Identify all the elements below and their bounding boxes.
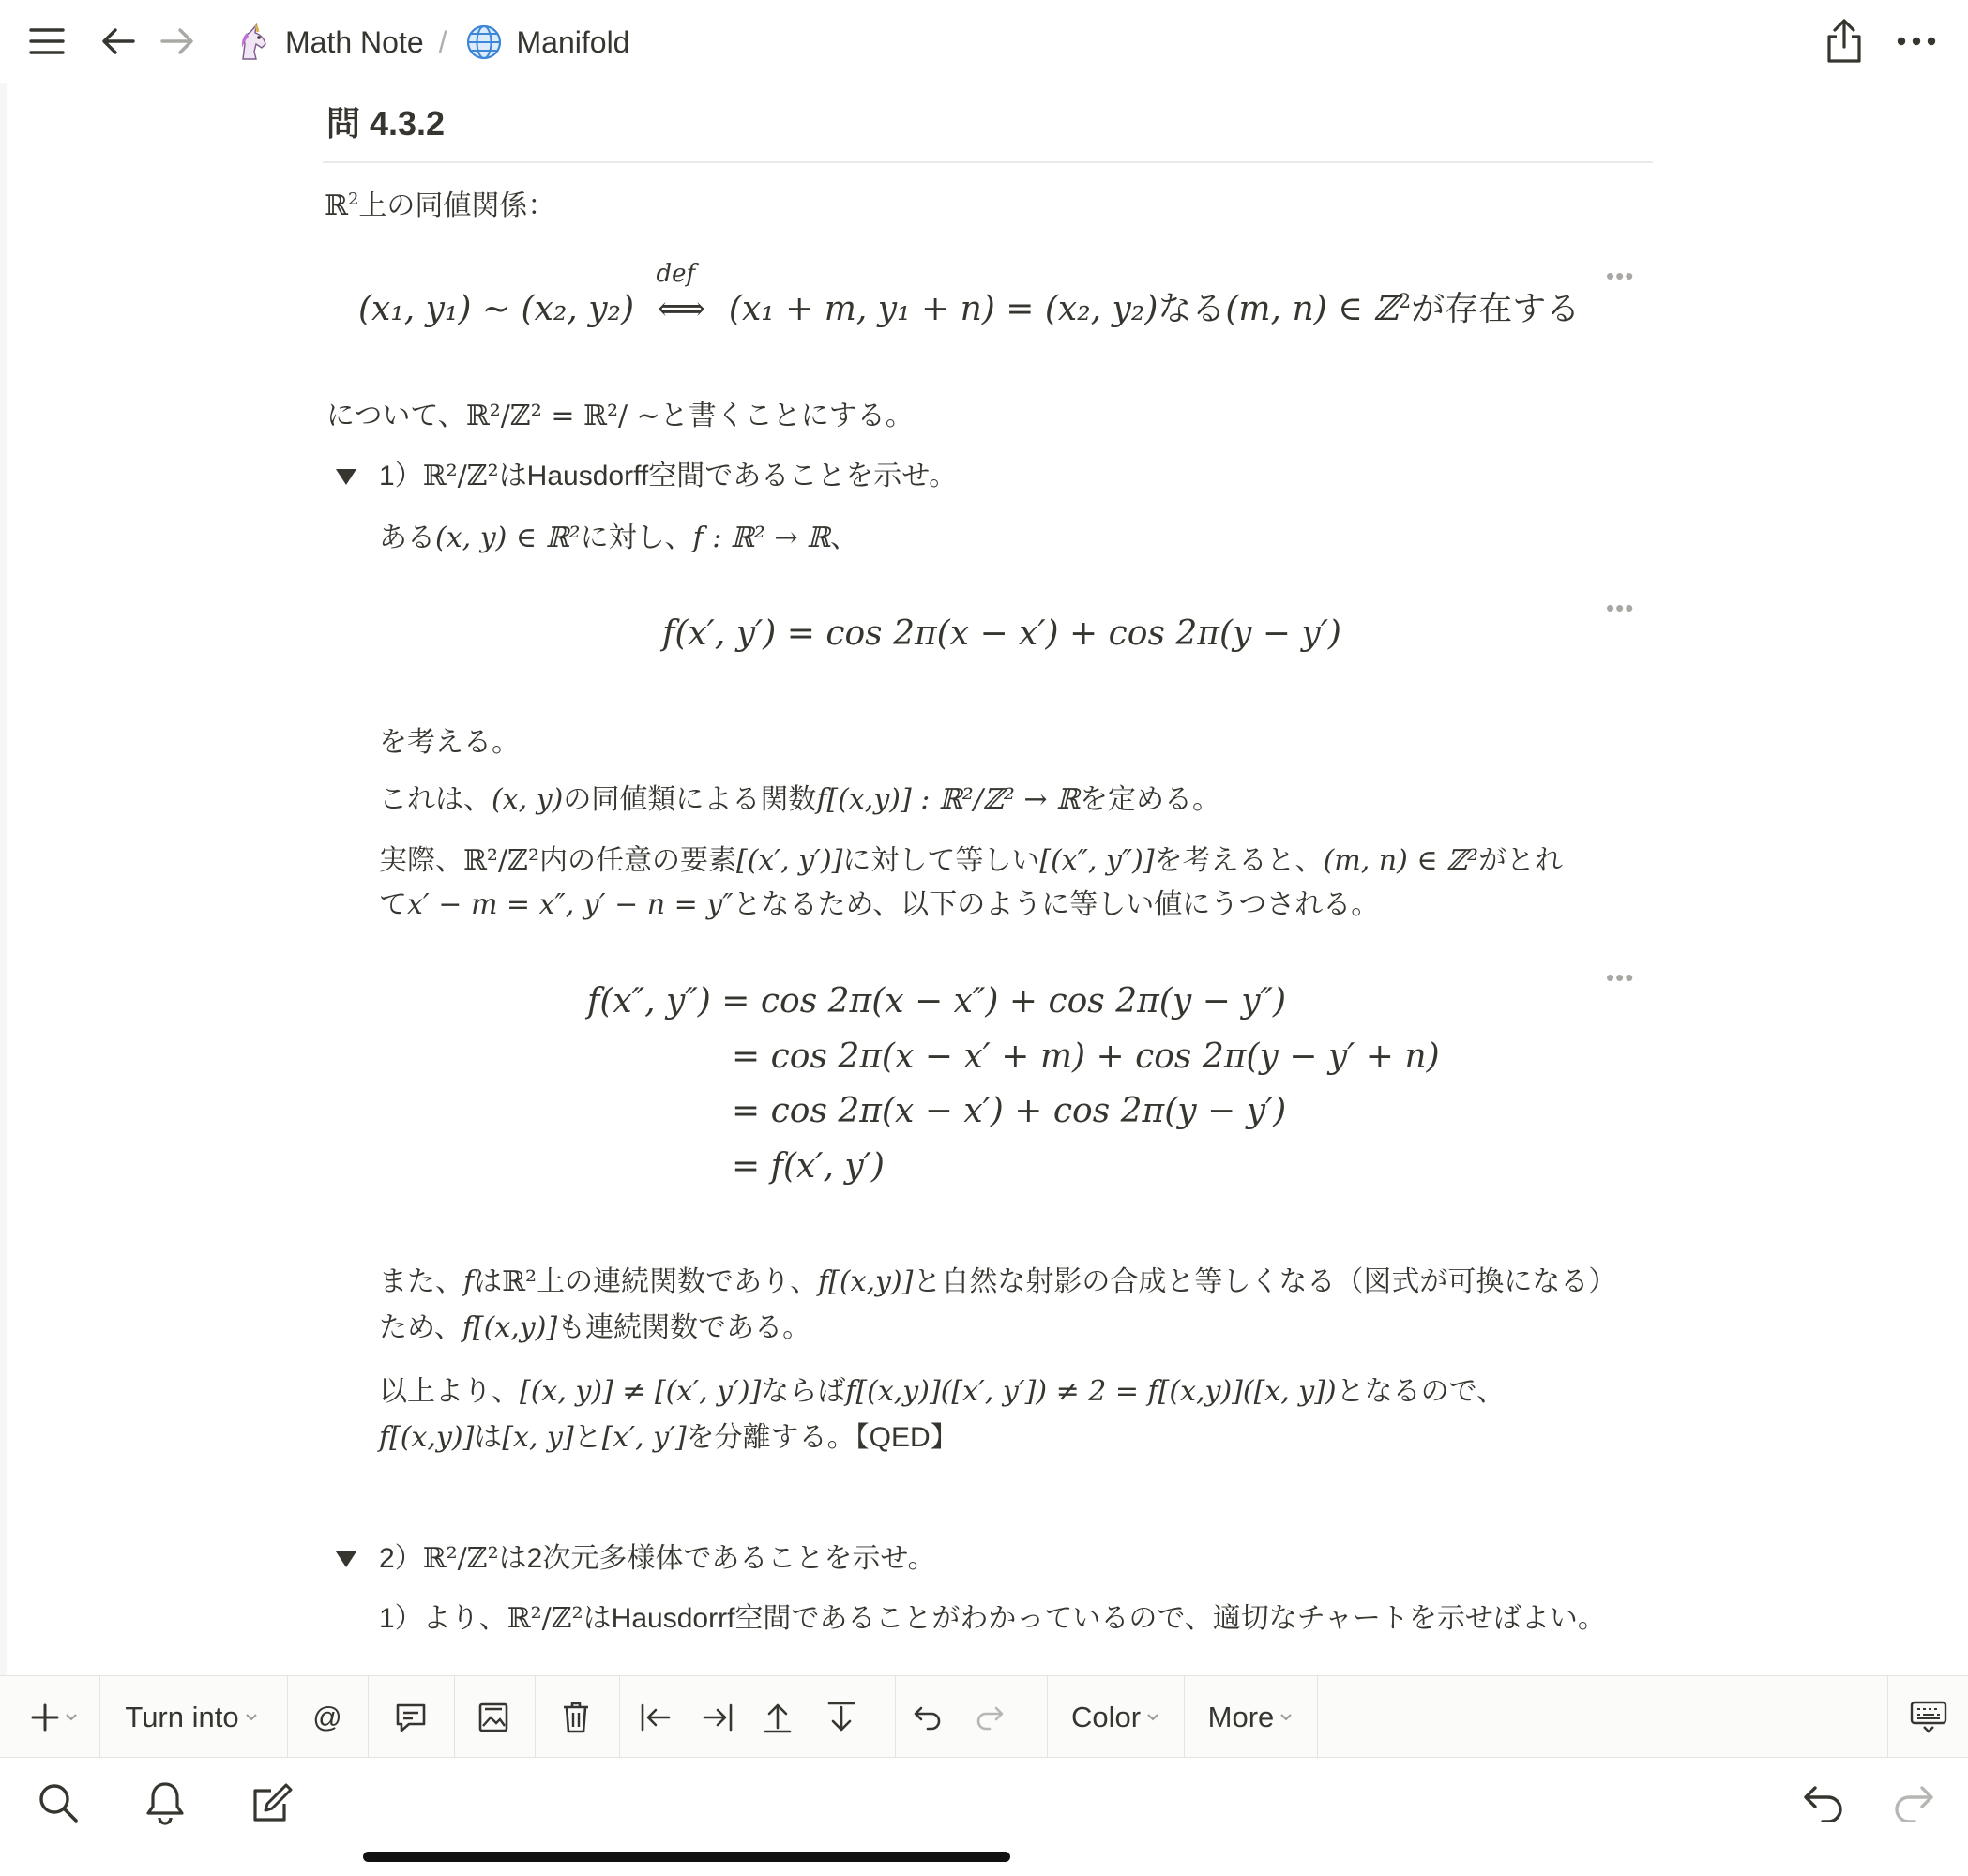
toggle-triangle-icon[interactable] xyxy=(334,466,358,491)
breadcrumb-item-manifold[interactable]: Manifold xyxy=(516,24,630,59)
math: f[(x,y)] xyxy=(379,1421,475,1454)
q1-line-8 xyxy=(379,1370,1505,1414)
math: f : ℝ² → ℝ xyxy=(692,522,830,554)
equation-block-3-row-1 xyxy=(587,982,1286,1021)
math: x′ − m = x″, y′ − n = y″ xyxy=(407,888,734,921)
more-button[interactable] xyxy=(1189,1676,1311,1759)
keyboard-dismiss-icon xyxy=(1910,1701,1947,1734)
eq1-lhs: (x₁, y₁) ~ (x₂, y₂) xyxy=(358,290,635,328)
page-content xyxy=(0,83,1968,1675)
math: f[(x,y)] xyxy=(462,1311,558,1344)
math: [(x, y)] ≠ [(x′, y′)] xyxy=(520,1375,762,1408)
move-up-button[interactable] xyxy=(749,1676,807,1759)
text: ため、 xyxy=(379,1312,462,1343)
color-label: Color xyxy=(1070,1701,1142,1733)
toolbar-separator xyxy=(895,1676,896,1759)
redo-arrow-icon xyxy=(1892,1784,1935,1822)
equation-block-1: (x₁, y₁) ~ (x₂, y₂) def ⟺ (x₁ + m, y₁ + n) = (x₂, y₂)なる(m, n) ∈ ℤ$^2$が存在する xyxy=(358,260,1581,328)
text: これは、 xyxy=(379,784,492,815)
back-arrow-icon[interactable] xyxy=(94,17,143,66)
text: に対し、 xyxy=(580,522,693,553)
eq1-rhs: (x₁ + m, y₁ + n) = (x₂, y₂) xyxy=(728,290,1158,328)
eq3-row: = f(x′, y′) xyxy=(732,1147,885,1186)
toggle-question-1[interactable] xyxy=(379,455,957,498)
block-options-icon[interactable]: ••• xyxy=(1606,594,1635,622)
q1-line-6 xyxy=(379,1261,1616,1304)
math: [x′, y′] xyxy=(601,1421,687,1454)
text: も連続関数である。 xyxy=(557,1312,811,1343)
notifications-button[interactable] xyxy=(139,1777,191,1829)
indent-icon xyxy=(702,1703,734,1732)
math: ℝ²/ℤ² xyxy=(463,844,539,877)
text: を考える。 xyxy=(379,727,520,758)
comment-icon xyxy=(394,1702,428,1733)
chevron-down-icon xyxy=(1279,1713,1293,1722)
bell-icon xyxy=(144,1780,186,1825)
text: を分離する。【QED】 xyxy=(686,1422,959,1453)
more-label: More xyxy=(1207,1701,1275,1733)
q1-line-2 xyxy=(379,721,520,764)
color-button[interactable] xyxy=(1052,1676,1178,1759)
q1-line-3 xyxy=(379,779,1220,822)
definition-math: ℝ²/ℤ² = ℝ²/ ~ xyxy=(465,400,660,432)
q1-line-7 xyxy=(379,1307,810,1350)
text: は xyxy=(474,1422,503,1453)
equation-block-3-row-3 xyxy=(732,1092,1286,1130)
text: 以上より、 xyxy=(379,1376,520,1407)
q1-line-1 xyxy=(379,517,858,560)
text: となるので、 xyxy=(1336,1376,1506,1407)
text: 実際、 xyxy=(379,845,463,876)
eq2: f(x′, y′) = cos 2π(x − x′) + cos 2π(y − y′) xyxy=(662,614,1341,653)
text: の同値類による関数 xyxy=(563,784,817,815)
q2-text: は2次元多様体であることを示せ。 xyxy=(498,1543,936,1574)
turn-into-label: Turn into xyxy=(125,1701,239,1733)
equation-block-3-row-4 xyxy=(732,1147,885,1186)
math: (x, y) ∈ ℝ² xyxy=(435,522,581,554)
q1-line-5 xyxy=(379,884,1379,927)
forward-arrow-icon[interactable] xyxy=(153,17,202,66)
toolbar-separator xyxy=(287,1676,288,1759)
math-R2: ℝ$^2$ xyxy=(325,189,359,222)
move-down-icon xyxy=(826,1702,856,1733)
definition-text-b: と書くことにする。 xyxy=(659,401,914,431)
compose-icon xyxy=(250,1781,294,1824)
image-icon xyxy=(477,1702,509,1733)
text: に対して等しい xyxy=(842,845,1040,876)
undo-arrow-icon xyxy=(1802,1784,1845,1822)
math: (m, n) ∈ ℤ² xyxy=(1323,844,1479,877)
text: となるため、以下のように等しい値にうつされる。 xyxy=(733,889,1380,920)
q2-math: ℝ²/ℤ² xyxy=(422,1542,499,1575)
definition-text-a: について、 xyxy=(326,401,466,431)
share-icon[interactable] xyxy=(1820,17,1869,66)
text: ある xyxy=(379,522,435,553)
toolbar-separator xyxy=(99,1676,100,1759)
mention-button[interactable] xyxy=(293,1676,362,1759)
q2-line-1 xyxy=(379,1597,1606,1641)
q1-math: ℝ²/ℤ² xyxy=(422,460,499,492)
intro-line xyxy=(325,185,555,228)
math: [(x″, y″)] xyxy=(1039,844,1155,877)
outdent-icon xyxy=(640,1703,672,1732)
math: ℝ² xyxy=(502,1265,537,1298)
move-down-button[interactable] xyxy=(812,1676,870,1759)
toolbar-separator xyxy=(368,1676,369,1759)
format-toolbar xyxy=(0,1675,1968,1758)
block-options-icon[interactable]: ••• xyxy=(1606,963,1635,991)
q1-line-4 xyxy=(379,840,1563,883)
math: f xyxy=(463,1265,475,1298)
math: (x, y) xyxy=(492,783,564,816)
search-button[interactable] xyxy=(32,1777,84,1829)
eq3-row: f(x″, y″) = cos 2π(x − x″) + cos 2π(y − y″) xyxy=(587,982,1287,1021)
text: 内の任意の要素 xyxy=(539,845,736,876)
delete-button[interactable] xyxy=(540,1676,612,1759)
math: f[(x,y)] xyxy=(818,1265,914,1298)
text: ならば xyxy=(761,1376,846,1407)
toolbar-separator xyxy=(535,1676,536,1759)
trash-icon xyxy=(561,1701,591,1734)
text: を定める。 xyxy=(1080,784,1220,815)
redo-icon xyxy=(975,1704,1005,1731)
toggle-triangle-icon[interactable] xyxy=(334,1549,358,1573)
redo-button[interactable] xyxy=(961,1676,1019,1759)
definition-line xyxy=(326,395,914,438)
eq1-mid: (m, n) ∈ ℤ xyxy=(1225,290,1399,328)
toolbar-separator xyxy=(1047,1676,1048,1759)
comment-button[interactable] xyxy=(373,1676,448,1759)
breadcrumb-item-math-note[interactable]: Math Note xyxy=(285,24,424,59)
equation-block-3-row-2 xyxy=(732,1037,1440,1076)
text: と xyxy=(573,1422,602,1453)
mention-label: @ xyxy=(312,1701,342,1733)
chevron-down-icon xyxy=(65,1713,78,1722)
breadcrumb xyxy=(233,21,629,64)
menu-icon[interactable] xyxy=(23,17,71,66)
indent-button[interactable] xyxy=(689,1676,747,1759)
unicorn-icon xyxy=(233,23,272,62)
toolbar-separator xyxy=(1184,1676,1185,1759)
text: また、 xyxy=(379,1266,463,1297)
more-options-icon[interactable] xyxy=(1892,17,1941,66)
breadcrumb-separator: / xyxy=(438,24,447,59)
q1-line-9 xyxy=(379,1416,959,1460)
eq1-def-label: def xyxy=(656,260,696,288)
text: がとれ xyxy=(1478,845,1564,876)
divider xyxy=(323,161,1653,163)
text: は xyxy=(474,1266,503,1297)
image-button[interactable] xyxy=(460,1676,527,1759)
add-block-button[interactable] xyxy=(19,1676,90,1759)
nav-forward-button[interactable] xyxy=(1887,1777,1940,1829)
outdent-button[interactable] xyxy=(627,1676,685,1759)
move-up-icon xyxy=(763,1702,793,1733)
text: 上の連続関数であり、 xyxy=(537,1266,819,1297)
text: を考えると、 xyxy=(1154,845,1324,876)
text: 1）より、 xyxy=(379,1603,507,1634)
q2-label: 2） xyxy=(379,1543,423,1574)
equation-block-2 xyxy=(662,614,1341,653)
toolbar-separator xyxy=(454,1676,455,1759)
undo-icon xyxy=(913,1704,943,1731)
math: ℝ²/ℤ² xyxy=(507,1602,583,1635)
eq1-def-arrow: def ⟺ xyxy=(656,260,706,328)
q1-text: はHausdorff空間であることを示せ。 xyxy=(498,461,958,492)
math: f[(x,y)] : ℝ²/ℤ² → ℝ xyxy=(816,783,1080,816)
new-page-button[interactable] xyxy=(246,1777,298,1829)
home-indicator xyxy=(363,1852,1010,1862)
text: はHausdorrf空間であることがわかっているので、適切なチャートを示せばよい。 xyxy=(583,1603,1606,1634)
text: 、 xyxy=(829,522,858,553)
chevron-down-icon xyxy=(1146,1713,1159,1722)
text: て xyxy=(379,889,407,920)
nav-back-button[interactable] xyxy=(1797,1777,1850,1829)
top-bar xyxy=(0,0,1968,83)
toolbar-separator xyxy=(619,1676,620,1759)
eq3-row: = cos 2π(x − x′ + m) + cos 2π(y − y′ + n) xyxy=(732,1037,1440,1076)
eq1-jp2: が存在する xyxy=(1411,290,1581,328)
eq3-row: = cos 2π(x − x′) + cos 2π(y − y′) xyxy=(732,1092,1287,1130)
block-options-icon[interactable]: ••• xyxy=(1606,262,1635,290)
hide-keyboard-button[interactable] xyxy=(1895,1676,1962,1759)
math: [(x′, y′)] xyxy=(736,844,843,877)
eq1-jp1: なる xyxy=(1158,290,1226,328)
undo-button[interactable] xyxy=(899,1676,957,1759)
intro-text: 上の同値関係： xyxy=(358,190,556,221)
q1-label: 1） xyxy=(379,461,423,492)
math: f[(x,y)]([x′, y′]) ≠ 2 = f[(x,y)]([x, y]) xyxy=(845,1375,1337,1408)
text: と自然な射影の合成と等しくなる（図式が可換になる） xyxy=(913,1266,1617,1297)
toggle-question-2[interactable] xyxy=(379,1537,935,1581)
plus-icon xyxy=(31,1703,59,1732)
page-heading: 問 4.3.2 xyxy=(326,104,446,143)
globe-icon xyxy=(464,23,504,62)
toolbar-separator xyxy=(1317,1676,1318,1759)
search-icon xyxy=(37,1781,80,1824)
math: [x, y] xyxy=(502,1421,574,1454)
toolbar-separator xyxy=(1887,1676,1888,1759)
chevron-down-icon xyxy=(245,1713,258,1722)
turn-into-button[interactable] xyxy=(107,1676,276,1759)
